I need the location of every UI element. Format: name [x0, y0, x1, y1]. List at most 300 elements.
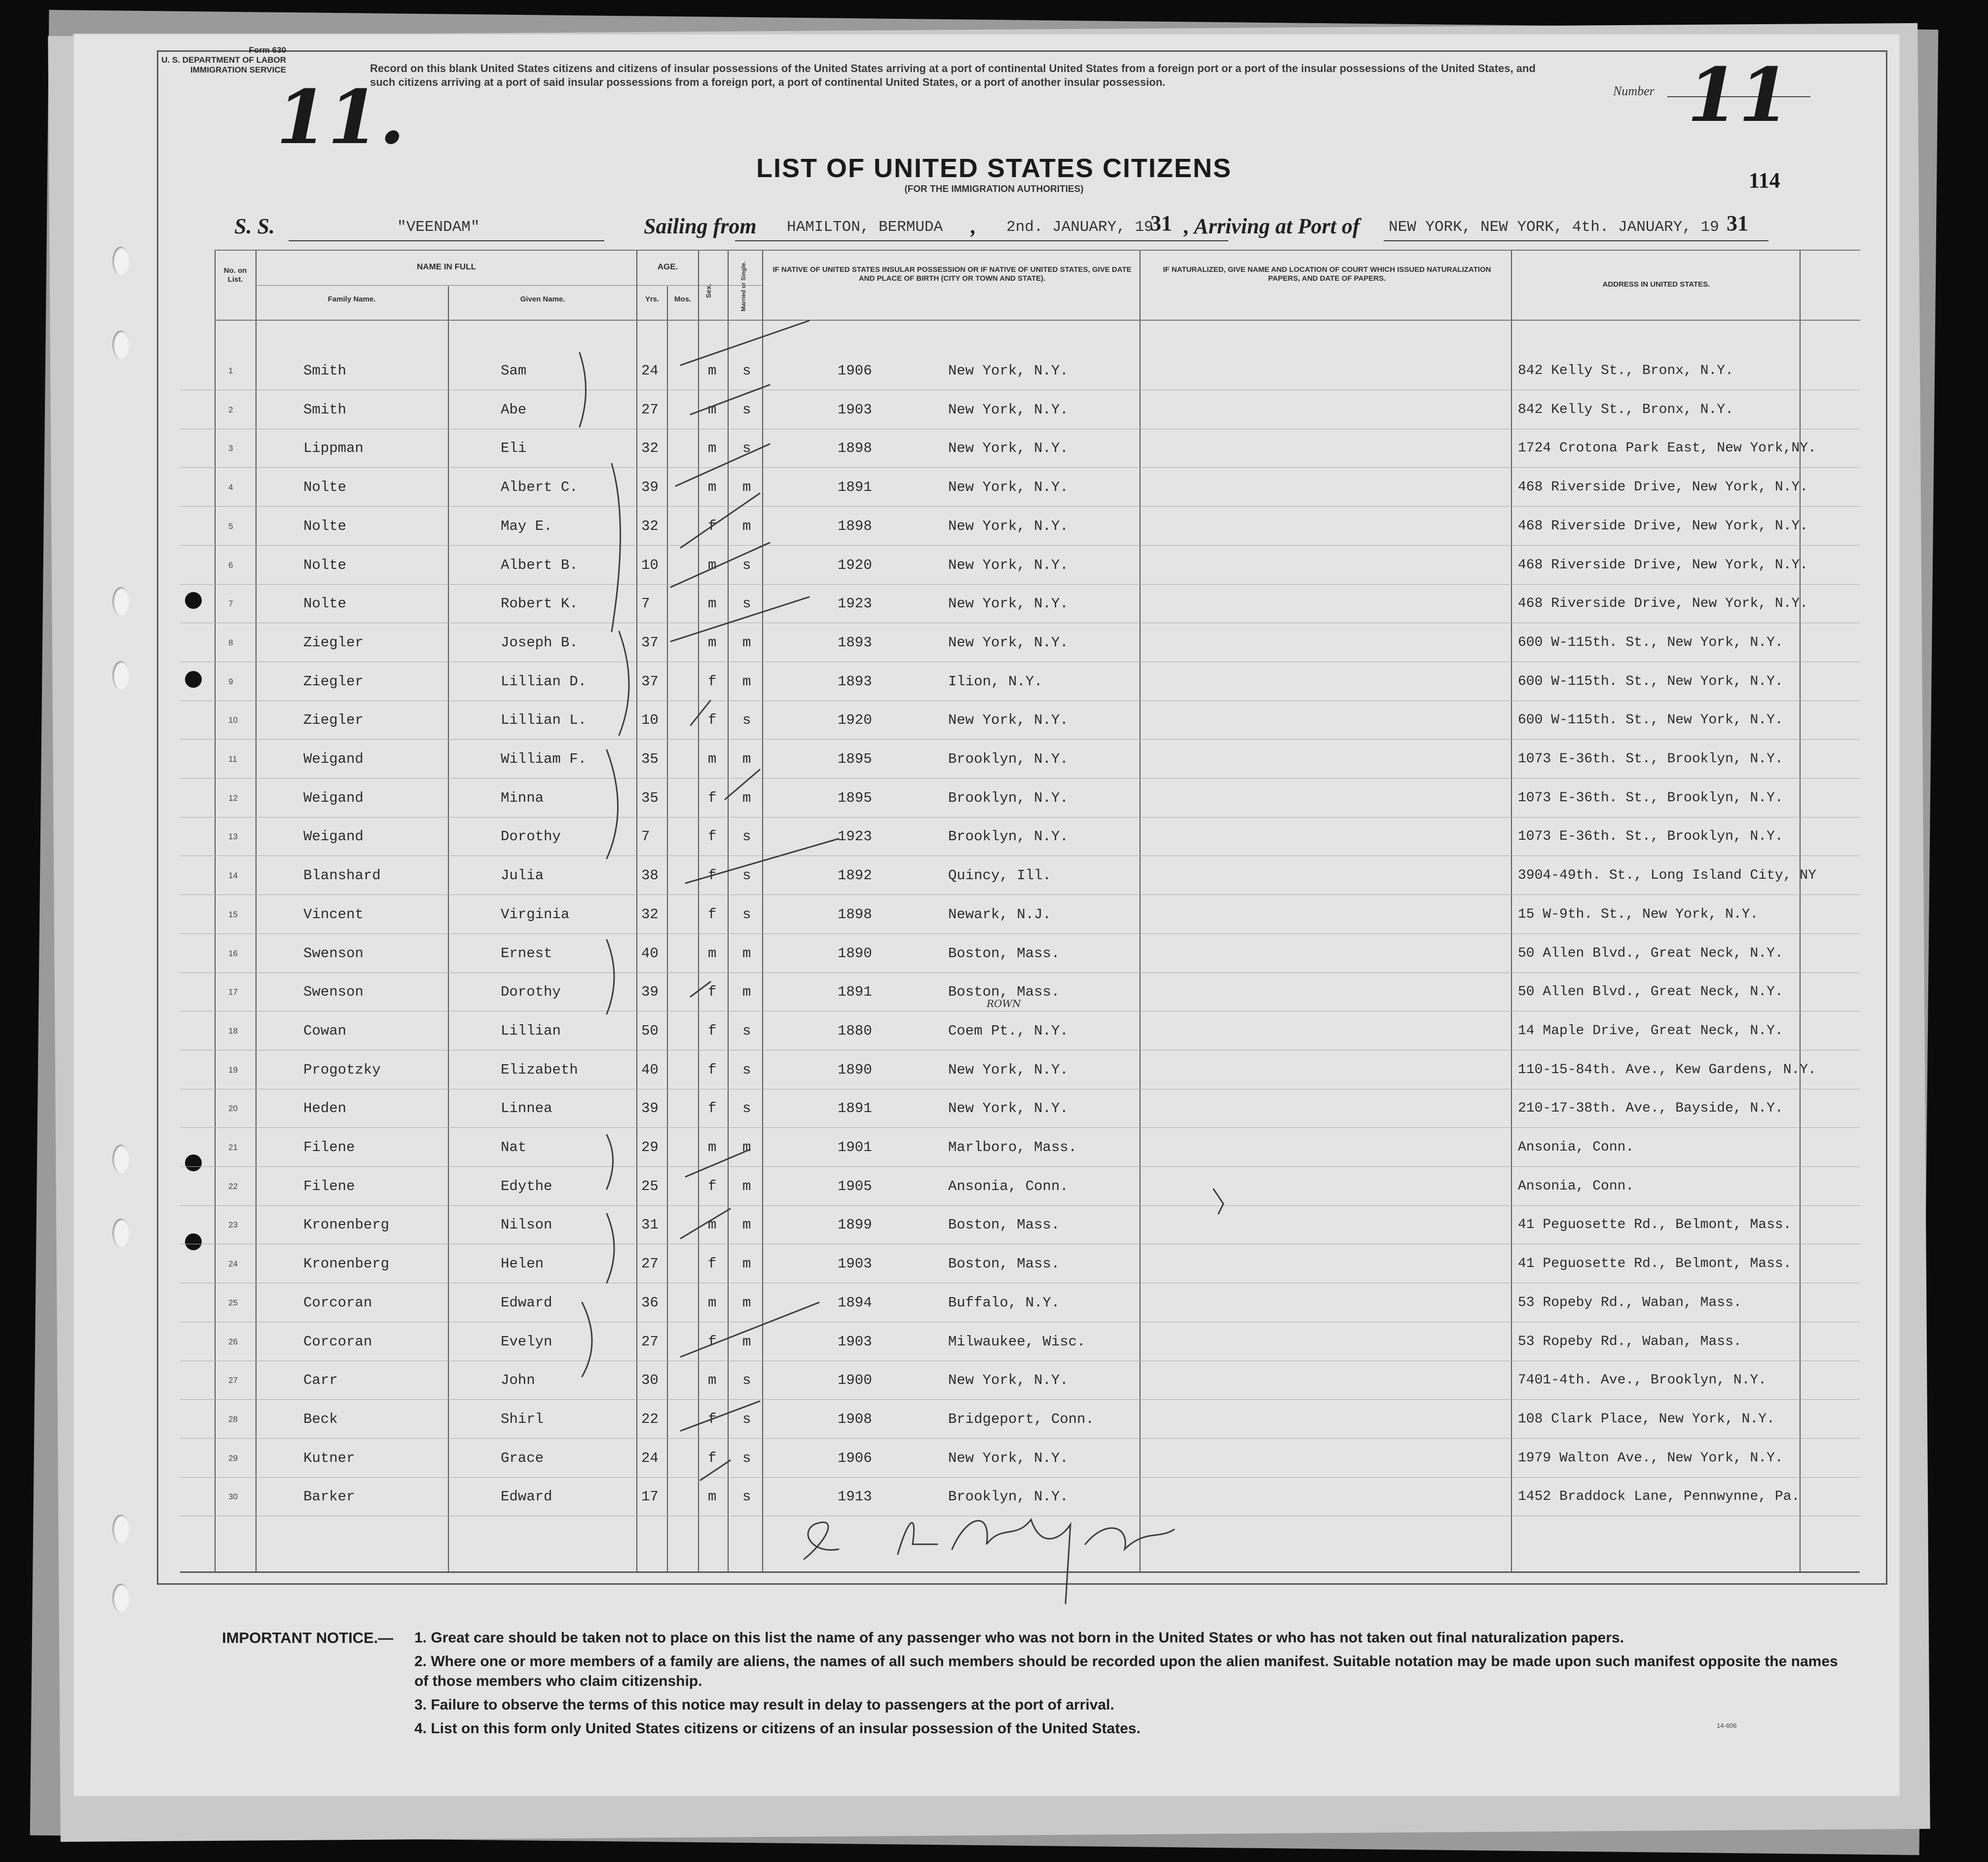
- family-name: Kronenberg: [303, 1256, 390, 1272]
- birth-place: New York, N.Y.: [948, 518, 1068, 534]
- page-title: LIST OF UNITED STATES CITIZENS: [756, 153, 1232, 183]
- age-years: 7: [641, 596, 650, 612]
- tick-mark: [681, 1401, 760, 1431]
- marital-status: s: [742, 828, 751, 845]
- us-address: 468 Riverside Drive, New York, N.Y.: [1518, 518, 1808, 534]
- sex: f: [708, 1022, 717, 1039]
- arrival-year: 31: [1727, 211, 1748, 235]
- birth-place: Brooklyn, N.Y.: [948, 828, 1068, 845]
- us-address: 15 W-9th. St., New York, N.Y.: [1518, 906, 1759, 922]
- given-name: Lillian: [501, 1022, 561, 1039]
- marital-status: s: [742, 401, 751, 418]
- us-address: 50 Allen Blvd., Great Neck, N.Y.: [1518, 984, 1783, 1000]
- marital-status: s: [742, 906, 751, 923]
- tick-mark: [671, 543, 770, 587]
- us-address: 14 Maple Drive, Great Neck, N.Y.: [1518, 1023, 1783, 1039]
- sex: f: [708, 1178, 717, 1194]
- us-address: 50 Allen Blvd., Great Neck, N.Y.: [1518, 945, 1783, 961]
- marital-status: m: [742, 945, 751, 962]
- family-name: Carr: [303, 1372, 338, 1389]
- age-years: 27: [641, 1256, 659, 1272]
- header-given-name: Given Name.: [520, 295, 565, 303]
- birth-year: 1920: [838, 712, 872, 729]
- birth-year: 1890: [838, 945, 872, 962]
- signature-stroke: [898, 1523, 937, 1554]
- sex: f: [708, 673, 717, 690]
- birth-year: 1891: [838, 984, 872, 1001]
- family-name: Corcoran: [303, 1294, 372, 1311]
- us-address: 600 W-115th. St., New York, N.Y.: [1518, 673, 1783, 689]
- comma-separator: ,: [971, 214, 976, 238]
- birth-year: 1903: [838, 401, 872, 418]
- age-years: 38: [641, 867, 659, 884]
- family-name: Lippman: [303, 440, 364, 457]
- birth-year: 1898: [838, 518, 872, 534]
- row-number: 10: [228, 715, 238, 725]
- birth-place: Boston, Mass.: [948, 1217, 1060, 1233]
- marital-status: s: [742, 712, 751, 729]
- family-name: Weigand: [303, 751, 364, 767]
- birth-place: New York, N.Y.: [948, 712, 1068, 729]
- sex: f: [708, 1450, 717, 1466]
- given-name: Sam: [501, 363, 527, 379]
- signature-stroke: [1085, 1528, 1174, 1549]
- tick-mark: [671, 597, 809, 641]
- us-address: 842 Kelly St., Bronx, N.Y.: [1518, 363, 1733, 378]
- birth-year: 1899: [838, 1217, 872, 1233]
- sex: m: [708, 596, 717, 612]
- us-address: 53 Ropeby Rd., Waban, Mass.: [1518, 1295, 1742, 1310]
- family-name: Cowan: [303, 1022, 347, 1039]
- age-years: 39: [641, 984, 659, 1001]
- given-name: Albert B.: [501, 557, 578, 573]
- row-number: 1: [228, 366, 233, 375]
- us-address: 53 Ropeby Rd., Waban, Mass.: [1518, 1334, 1742, 1349]
- age-years: 24: [641, 363, 659, 379]
- header-no: No. on List.: [223, 266, 247, 284]
- marital-status: s: [742, 1100, 751, 1117]
- given-name: Edward: [501, 1489, 552, 1505]
- marital-status: m: [742, 1256, 751, 1272]
- birth-place: Bridgeport, Conn.: [948, 1411, 1094, 1427]
- tick-mark: [686, 839, 839, 883]
- given-name: Joseph B.: [501, 634, 578, 651]
- birth-place: Boston, Mass.: [948, 1256, 1060, 1272]
- birth-year: 1898: [838, 906, 872, 923]
- sex: f: [708, 1333, 717, 1350]
- sex: f: [708, 1061, 717, 1078]
- row-number: 4: [228, 483, 233, 492]
- row-number: 17: [228, 987, 238, 997]
- birth-year: 1920: [838, 557, 872, 573]
- marital-status: m: [742, 673, 751, 690]
- us-address: 468 Riverside Drive, New York, N.Y.: [1518, 596, 1808, 612]
- signature-stroke: [804, 1522, 839, 1559]
- family-name: Smith: [303, 401, 347, 418]
- form-code: 14-606: [1717, 1722, 1737, 1729]
- row-number: 5: [228, 521, 233, 531]
- sex: f: [708, 1256, 717, 1272]
- family-name: Swenson: [303, 984, 364, 1001]
- given-name: Abe: [501, 401, 527, 418]
- birth-place: Ansonia, Conn.: [948, 1178, 1068, 1194]
- age-years: 17: [641, 1489, 659, 1505]
- tick-mark: [691, 385, 770, 414]
- age-years: 32: [641, 440, 659, 457]
- age-years: 39: [641, 479, 659, 496]
- family-name: Progotzky: [303, 1061, 381, 1078]
- family-name: Nolte: [303, 518, 347, 534]
- tick-mark: [676, 444, 770, 486]
- marital-status: s: [742, 557, 751, 573]
- sex: f: [708, 867, 717, 884]
- birth-place: New York, N.Y.: [948, 634, 1068, 651]
- given-name: Helen: [501, 1256, 544, 1272]
- row-number: 12: [228, 793, 238, 803]
- notice-item-1: 1. Great care should be taken not to place on this list the name of any passenger who was not born in the United States or who has not taken out final naturalization papers.: [414, 1630, 1624, 1646]
- row-number: 27: [228, 1376, 238, 1385]
- sex: m: [708, 1139, 717, 1155]
- given-name: William F.: [501, 751, 587, 767]
- row-number: 8: [228, 637, 233, 647]
- marital-status: s: [742, 867, 751, 884]
- birth-place: New York, N.Y.: [948, 1061, 1068, 1078]
- age-years: 50: [641, 1022, 659, 1039]
- age-years: 10: [641, 712, 659, 729]
- birth-year: 1906: [838, 1450, 872, 1466]
- family-name: Ziegler: [303, 673, 364, 690]
- birth-year: 1913: [838, 1489, 872, 1505]
- departure-port: HAMILTON, BERMUDA: [787, 219, 943, 236]
- us-address: 1073 E-36th. St., Brooklyn, N.Y.: [1518, 829, 1783, 845]
- birth-place: Newark, N.J.: [948, 906, 1051, 923]
- stray-mark: [1214, 1189, 1223, 1214]
- tick-mark: [691, 982, 710, 997]
- tick-mark: [681, 493, 760, 548]
- family-name: Ziegler: [303, 634, 364, 651]
- marital-status: s: [742, 363, 751, 379]
- sex: m: [708, 401, 717, 418]
- sex: m: [708, 479, 717, 496]
- given-name: Minna: [501, 789, 544, 806]
- header-name-in-full: NAME IN FULL: [417, 262, 476, 271]
- notice-item-3: 3. Failure to observe the terms of this notice may result in delay to passengers at the port of arrival.: [414, 1697, 1114, 1713]
- given-name: May E.: [501, 518, 552, 534]
- age-years: 40: [641, 945, 659, 962]
- age-years: 25: [641, 1178, 659, 1194]
- sex: f: [708, 1411, 717, 1427]
- sailing-from-label: Sailing from: [644, 214, 757, 238]
- age-years: 29: [641, 1139, 659, 1155]
- birth-year: 1893: [838, 634, 872, 651]
- given-name: Grace: [501, 1450, 544, 1466]
- us-address: Ansonia, Conn.: [1518, 1178, 1634, 1194]
- given-name: Virginia: [501, 906, 570, 923]
- row-number: 6: [228, 560, 233, 570]
- header-months: Mos.: [674, 295, 692, 303]
- given-name: Evelyn: [501, 1333, 552, 1350]
- marital-status: m: [742, 479, 751, 496]
- notice-item-2: 2. Where one or more members of a family are aliens, the names of all such members should be recorded upon the alien manifest. Suitable notation may be made upon such manifest opposite the names of those members who claim citizenship.: [414, 1653, 1838, 1689]
- birth-place: New York, N.Y.: [948, 363, 1068, 379]
- row-number: 14: [228, 871, 238, 881]
- header-naturalized: IF NATURALIZED, GIVE NAME AND LOCATION OF COURT WHICH ISSUED NATURALIZATION PAPERS, AND DATE OF PAPERS.: [1163, 265, 1491, 283]
- marital-status: s: [742, 1372, 751, 1389]
- handwritten-list-number: 11.: [276, 74, 405, 161]
- sex: f: [708, 1100, 717, 1117]
- header-years: Yrs.: [645, 295, 660, 303]
- row-number: 18: [228, 1026, 238, 1036]
- bracket-mark: [580, 353, 586, 427]
- family-name: Weigand: [303, 789, 364, 806]
- page-number: 114: [1749, 168, 1780, 192]
- birth-place: Boston, Mass.: [948, 984, 1060, 1001]
- given-name: Lillian D.: [501, 673, 587, 690]
- birth-year: 1905: [838, 1178, 872, 1194]
- family-name: Smith: [303, 363, 347, 379]
- tick-mark: [725, 770, 760, 799]
- us-address: 41 Peguosette Rd., Belmont, Mass.: [1518, 1256, 1792, 1272]
- ship-name: "VEENDAM": [397, 219, 480, 236]
- marital-status: m: [742, 1178, 751, 1194]
- family-name: Heden: [303, 1100, 347, 1117]
- given-name: Ernest: [501, 945, 552, 962]
- header-address: ADDRESS IN UNITED STATES.: [1602, 280, 1710, 289]
- age-years: 22: [641, 1411, 659, 1427]
- birth-place: Coem Pt., N.Y.: [948, 1022, 1068, 1039]
- family-name: Nolte: [303, 479, 347, 496]
- family-name: Blanshard: [303, 867, 381, 884]
- us-address: 1724 Crotona Park East, New York,NY.: [1518, 441, 1816, 456]
- sex: m: [708, 634, 717, 651]
- sex: m: [708, 945, 717, 962]
- arriving-label: , Arriving at Port of: [1184, 214, 1360, 238]
- age-years: 36: [641, 1294, 659, 1311]
- birth-year: 1891: [838, 1100, 872, 1117]
- notice-item-4: 4. List on this form only United States citizens or citizens of an insular possession of the United States.: [414, 1720, 1141, 1737]
- row-number: 30: [228, 1492, 238, 1502]
- bracket-mark: [612, 464, 621, 632]
- family-name: Nolte: [303, 557, 347, 573]
- birth-place: New York, N.Y.: [948, 557, 1068, 573]
- birth-place: Quincy, Ill.: [948, 867, 1051, 884]
- row-number: 21: [228, 1143, 238, 1152]
- given-name: Linnea: [501, 1100, 552, 1117]
- age-years: 27: [641, 401, 659, 418]
- family-name: Corcoran: [303, 1333, 372, 1350]
- sex: m: [708, 440, 717, 457]
- birth-place: Boston, Mass.: [948, 945, 1060, 962]
- birth-place: Marlboro, Mass.: [948, 1139, 1077, 1155]
- number-label: Number: [1613, 84, 1655, 98]
- sex: m: [708, 1372, 717, 1389]
- sex: f: [708, 518, 717, 534]
- birth-place: Brooklyn, N.Y.: [948, 789, 1068, 806]
- ss-label: S. S.: [234, 214, 275, 238]
- given-name: Nilson: [501, 1217, 552, 1233]
- birth-place: New York, N.Y.: [948, 479, 1068, 496]
- birth-year: 1923: [838, 596, 872, 612]
- family-name: Kutner: [303, 1450, 355, 1466]
- marital-status: m: [742, 1139, 751, 1155]
- birth-place: New York, N.Y.: [948, 440, 1068, 457]
- us-address: 1073 E-36th. St., Brooklyn, N.Y.: [1518, 751, 1783, 767]
- age-years: 30: [641, 1372, 659, 1389]
- page-subtitle: (FOR THE IMMIGRATION AUTHORITIES): [904, 184, 1084, 194]
- us-address: 110-15-84th. Ave., Kew Gardens, N.Y.: [1518, 1062, 1816, 1078]
- given-name: Dorothy: [501, 984, 561, 1001]
- marital-status: m: [742, 1333, 751, 1350]
- given-name: Edythe: [501, 1178, 552, 1194]
- sex: m: [708, 751, 717, 767]
- intro-paragraph: Record on this blank United States citizens and citizens of insular possessions of the United States arriving at a port of continental United States from a foreign port or a port of the insular possessions of the United States, and such citizens arriving at a port of said insular possessions from a foreign port, a port of continental United States, or a port of another insular possession.: [370, 62, 1536, 88]
- row-number: 9: [228, 676, 233, 686]
- row-number: 19: [228, 1065, 238, 1075]
- marital-status: s: [742, 596, 751, 612]
- department-name: U. S. DEPARTMENT OF LABOR: [161, 55, 286, 65]
- marital-status: m: [742, 634, 751, 651]
- birth-year: 1891: [838, 479, 872, 496]
- us-address: 7401-4th. Ave., Brooklyn, N.Y.: [1518, 1373, 1767, 1388]
- marital-status: s: [742, 1061, 751, 1078]
- sex: m: [708, 1489, 717, 1505]
- birth-year: 1923: [838, 828, 872, 845]
- birth-year: 1893: [838, 673, 872, 690]
- marital-status: s: [742, 440, 751, 457]
- sex: m: [708, 557, 717, 573]
- service-name: IMMIGRATION SERVICE: [190, 65, 286, 74]
- age-years: 31: [641, 1217, 659, 1233]
- sex: m: [708, 363, 717, 379]
- row-number: 28: [228, 1414, 238, 1424]
- tick-mark: [700, 1460, 730, 1480]
- age-years: 32: [641, 906, 659, 923]
- age-years: 27: [641, 1333, 659, 1350]
- marital-status: s: [742, 1411, 751, 1427]
- marital-status: m: [742, 984, 751, 1001]
- given-name: Albert C.: [501, 479, 578, 496]
- bracket-mark: [619, 632, 629, 735]
- bracket-mark: [607, 1135, 613, 1189]
- row-number: 23: [228, 1220, 238, 1230]
- us-address: 468 Riverside Drive, New York, N.Y.: [1518, 557, 1808, 573]
- birth-year: 1908: [838, 1411, 872, 1427]
- birth-year: 1890: [838, 1061, 872, 1078]
- us-address: 1452 Braddock Lane, Pennwynne, Pa.: [1518, 1489, 1800, 1505]
- birth-place: New York, N.Y.: [948, 1372, 1068, 1389]
- age-years: 24: [641, 1450, 659, 1466]
- us-address: 1073 E-36th. St., Brooklyn, N.Y.: [1518, 790, 1783, 806]
- header-family-name: Family Name.: [328, 295, 376, 303]
- us-address: 468 Riverside Drive, New York, N.Y.: [1518, 480, 1808, 495]
- row-number: 24: [228, 1259, 238, 1269]
- birth-year: 1903: [838, 1256, 872, 1272]
- given-name: Elizabeth: [501, 1061, 578, 1078]
- birth-year: 1895: [838, 789, 872, 806]
- departure-date: 2nd. JANUARY, 19: [1006, 219, 1153, 236]
- signature-stroke: [952, 1520, 1070, 1603]
- age-years: 37: [641, 673, 659, 690]
- family-name: Ziegler: [303, 712, 364, 729]
- age-years: 35: [641, 751, 659, 767]
- given-name: Lillian L.: [501, 712, 587, 729]
- family-name: Beck: [303, 1411, 338, 1427]
- marital-status: s: [742, 1489, 751, 1505]
- row-number: 2: [228, 405, 233, 414]
- marital-status: m: [742, 751, 751, 767]
- us-address: 842 Kelly St., Bronx, N.Y.: [1518, 402, 1733, 417]
- row-number: 29: [228, 1453, 238, 1463]
- row-number: 13: [228, 832, 238, 842]
- sex: f: [708, 789, 717, 806]
- age-years: 32: [641, 518, 659, 534]
- birth-place: Brooklyn, N.Y.: [948, 751, 1068, 767]
- age-years: 7: [641, 828, 650, 845]
- row-number: 25: [228, 1298, 238, 1307]
- bracket-mark: [607, 940, 614, 1014]
- row-number: 16: [228, 948, 238, 958]
- given-name: Eli: [501, 440, 527, 457]
- given-name: Nat: [501, 1139, 527, 1155]
- age-years: 37: [641, 634, 659, 651]
- row-number: 7: [228, 599, 233, 609]
- header-age: AGE.: [657, 262, 678, 271]
- row-number: 20: [228, 1104, 238, 1114]
- marital-status: m: [742, 1294, 751, 1311]
- bracket-mark: [607, 750, 618, 858]
- marital-status: s: [742, 1450, 751, 1466]
- tick-mark: [691, 701, 710, 725]
- sex: f: [708, 984, 717, 1001]
- family-name: Barker: [303, 1489, 355, 1505]
- sex: f: [708, 906, 717, 923]
- us-address: 600 W-115th. St., New York, N.Y.: [1518, 634, 1783, 650]
- row-number: 26: [228, 1337, 238, 1346]
- tick-mark: [681, 321, 809, 365]
- place-correction-note: ROWN: [987, 998, 1021, 1009]
- age-years: 35: [641, 789, 659, 806]
- birth-year: 1906: [838, 363, 872, 379]
- given-name: Robert K.: [501, 596, 578, 612]
- age-years: 10: [641, 557, 659, 573]
- departure-year: 31: [1150, 211, 1172, 235]
- arrival-port-date: NEW YORK, NEW YORK, 4th. JANUARY, 19: [1389, 219, 1719, 236]
- birth-place: Ilion, N.Y.: [948, 673, 1043, 690]
- us-address: 210-17-38th. Ave., Bayside, N.Y.: [1518, 1101, 1783, 1117]
- row-number: 11: [228, 754, 237, 764]
- header-married-single: Married or Single.: [740, 261, 747, 311]
- birth-place: New York, N.Y.: [948, 401, 1068, 418]
- family-name: Filene: [303, 1178, 355, 1194]
- marital-status: s: [742, 1022, 751, 1039]
- family-name: Nolte: [303, 596, 347, 612]
- sex: f: [708, 712, 717, 729]
- sex: f: [708, 828, 717, 845]
- sex: m: [708, 1217, 717, 1233]
- us-address: 108 Clark Place, New York, N.Y.: [1518, 1411, 1775, 1427]
- birth-place: New York, N.Y.: [948, 1450, 1068, 1466]
- notice-heading: IMPORTANT NOTICE.—: [222, 1629, 394, 1646]
- family-name: Filene: [303, 1139, 355, 1155]
- given-name: Dorothy: [501, 828, 561, 845]
- us-address: 600 W-115th. St., New York, N.Y.: [1518, 712, 1783, 728]
- family-name: Swenson: [303, 945, 364, 962]
- birth-year: 1892: [838, 867, 872, 884]
- given-name: John: [501, 1372, 535, 1389]
- header-birth: IF NATIVE OF UNITED STATES INSULAR POSSESSION OR IF NATIVE OF UNITED STATES, GIVE DATE AND PLACE OF BIRTH (CITY OR TOWN AND STATE).: [773, 265, 1132, 283]
- birth-place: Buffalo, N.Y.: [948, 1294, 1060, 1311]
- age-years: 39: [641, 1100, 659, 1117]
